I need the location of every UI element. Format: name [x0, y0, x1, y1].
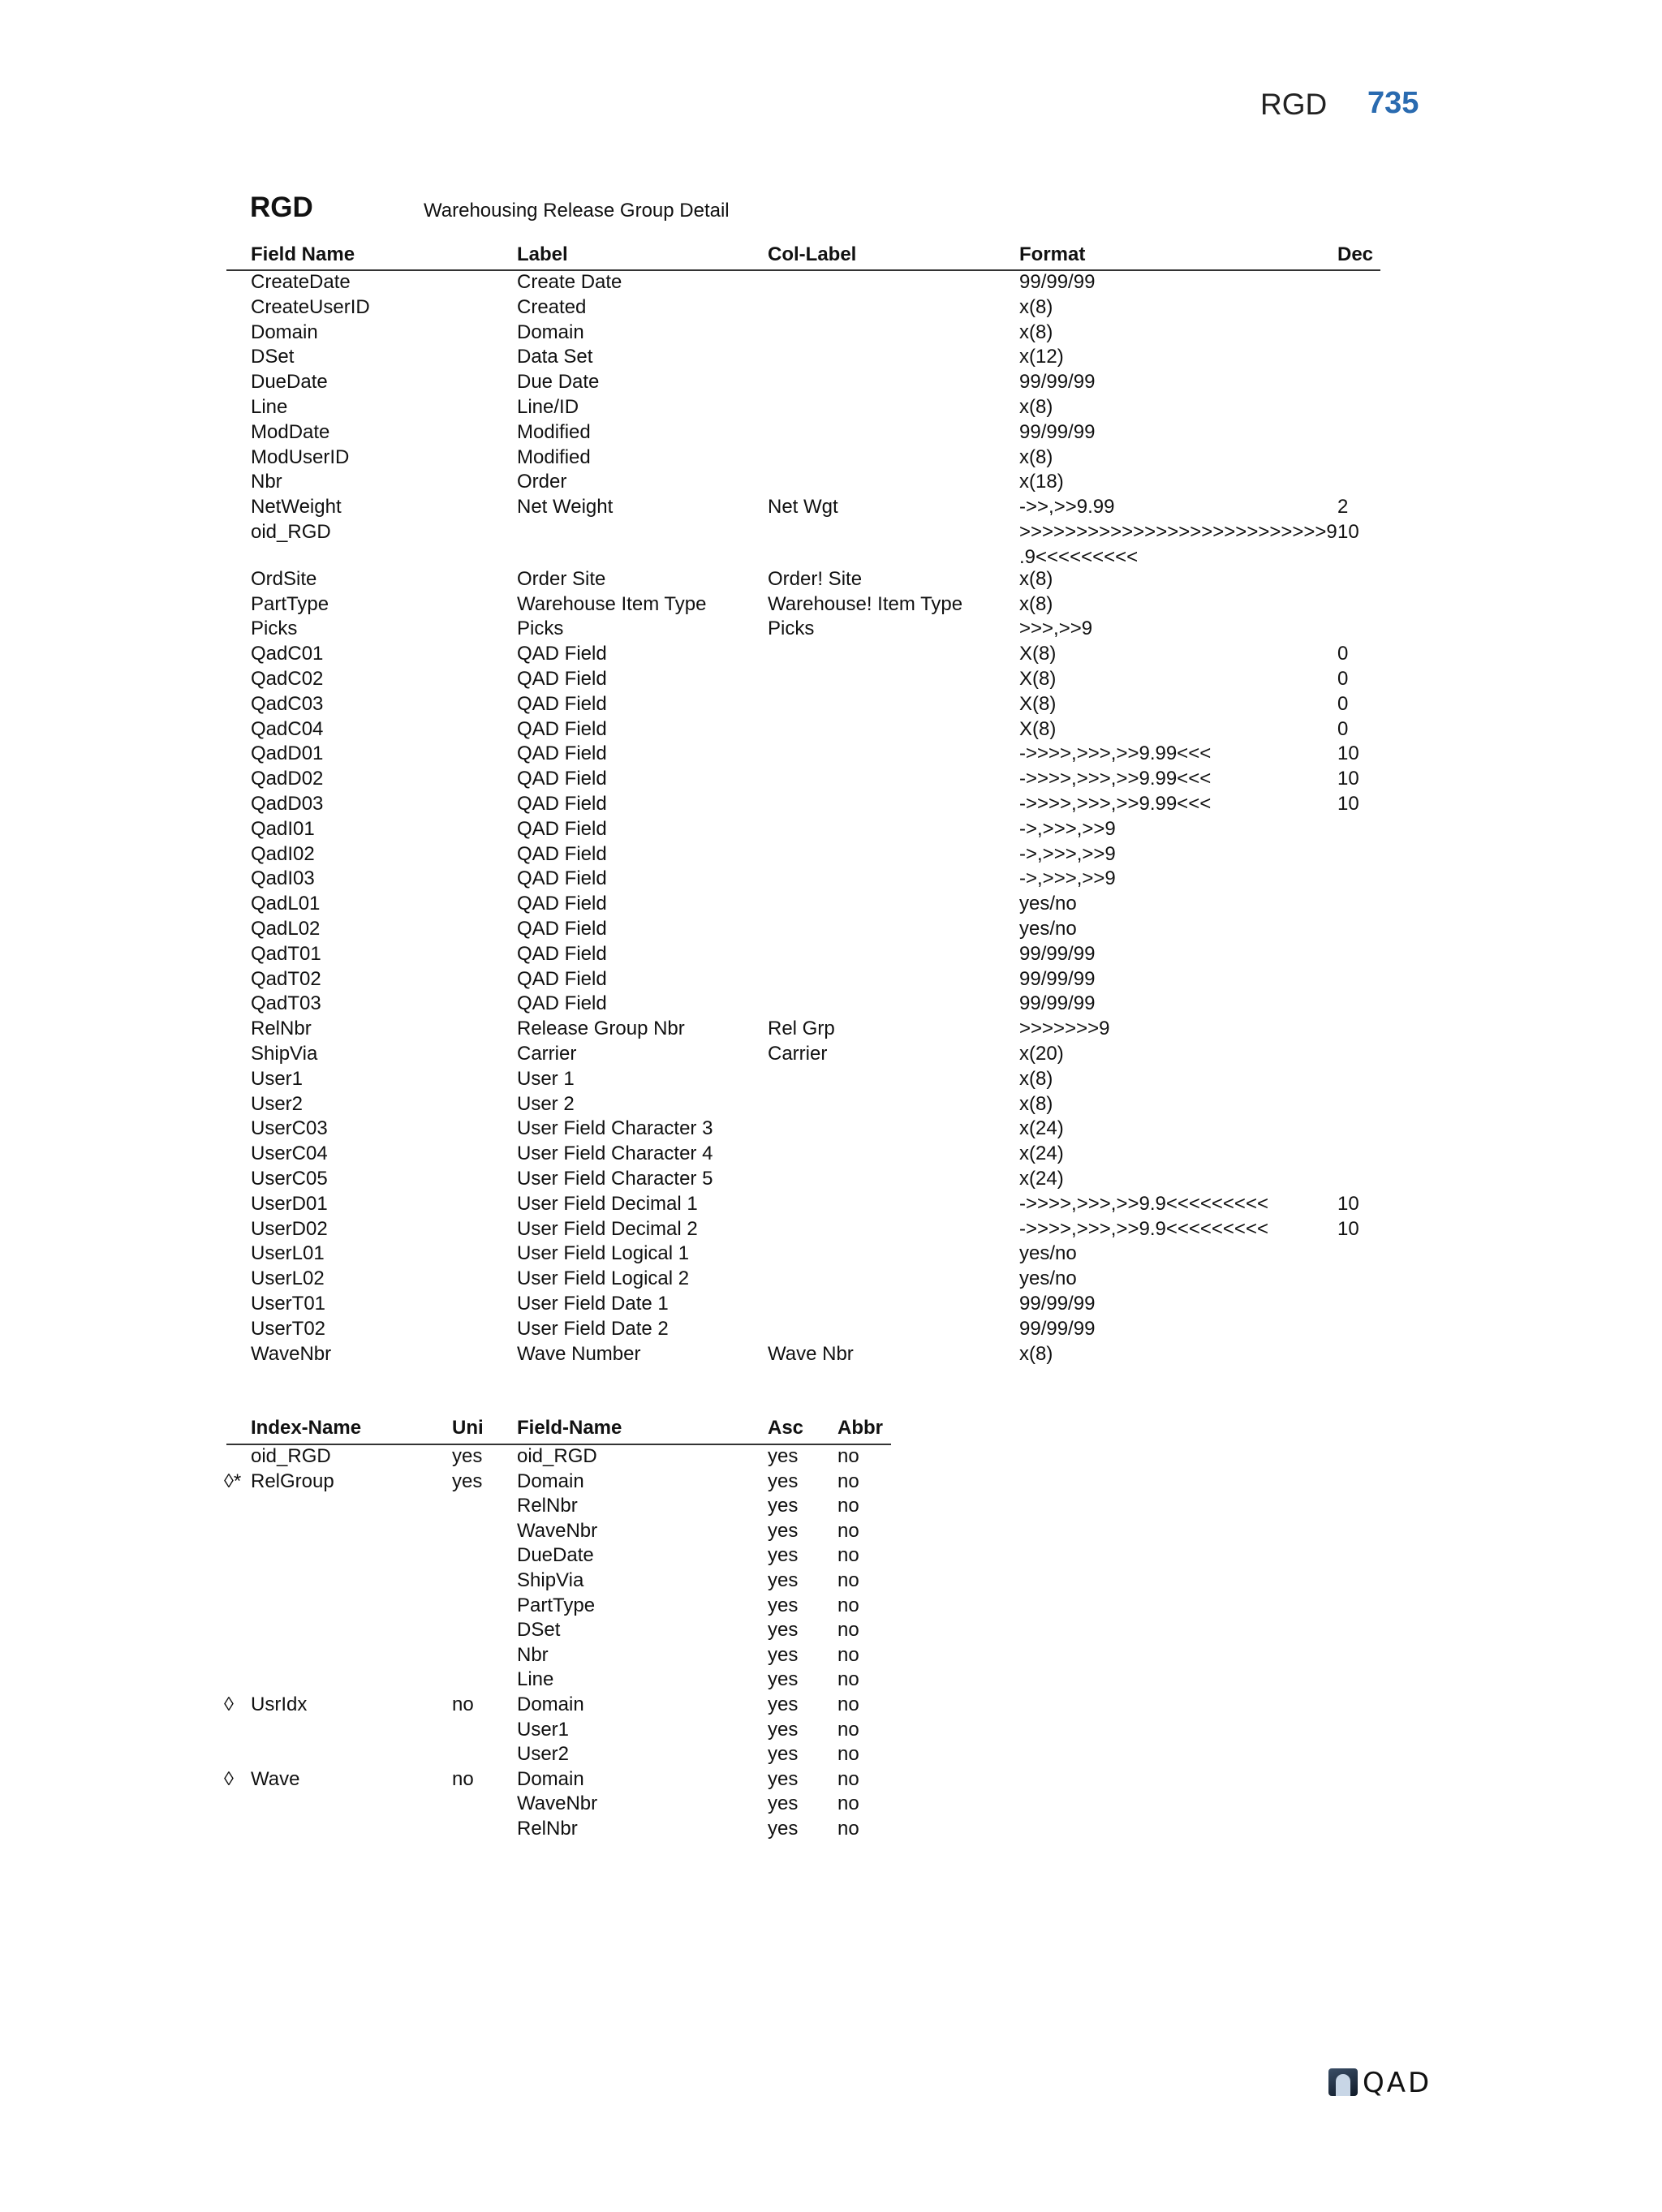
table-row: [0, 592, 1662, 617]
field-name-cell: QadI03: [251, 867, 315, 890]
format-cell: ->>>>,>>>,>>9.99<<<: [1019, 793, 1212, 815]
label-cell: Warehouse Item Type: [517, 592, 707, 615]
field-name-cell: User2: [251, 1092, 304, 1115]
field-name-cell: QadD03: [251, 793, 324, 815]
asc-cell: yes: [768, 1445, 799, 1467]
table-row: [0, 394, 1662, 420]
label-cell: QAD Field: [517, 967, 607, 990]
label-cell: Net Weight: [517, 496, 614, 519]
table-row: [0, 1469, 1662, 1494]
table-row: [0, 766, 1662, 791]
table-row: [0, 1191, 1662, 1216]
uni-cell: yes: [452, 1445, 483, 1467]
abbr-cell: no: [837, 1818, 859, 1840]
table-row: [0, 320, 1662, 345]
format-cell: x(8): [1019, 321, 1053, 343]
asc-cell: yes: [768, 1792, 799, 1815]
field-name-cell: ModUserID: [251, 445, 350, 468]
table-row: [0, 269, 1662, 295]
label-cell: User 2: [517, 1092, 575, 1115]
index-table-header: [0, 1415, 1662, 1440]
table-row: [0, 1216, 1662, 1242]
table-description: Warehousing Release Group Detail: [424, 200, 730, 222]
field-name-cell: DueDate: [251, 371, 328, 394]
index-name-cell: UsrIdx: [251, 1693, 308, 1715]
table-row: [0, 1741, 1662, 1767]
table-row: [0, 1341, 1662, 1366]
uni-cell: no: [452, 1767, 474, 1790]
table-row: [0, 1141, 1662, 1166]
field-name-cell: RelNbr: [251, 1018, 312, 1040]
format-cell: ->,>>>,>>9: [1019, 842, 1116, 865]
index-marker-icon: ◊: [224, 1767, 234, 1790]
field-name-cell: UserL01: [251, 1242, 325, 1265]
format-cell: 99/99/99: [1019, 1317, 1096, 1340]
format-cell: 99/99/99: [1019, 271, 1096, 293]
table-row: [0, 344, 1662, 369]
index-field-cell: WaveNbr: [517, 1792, 598, 1815]
format-cell: yes/no: [1019, 918, 1077, 940]
table-row: [0, 616, 1662, 641]
label-cell: User Field Date 2: [517, 1317, 669, 1340]
table-code: RGD: [250, 192, 313, 223]
field-name-cell: oid_RGD: [251, 521, 331, 543]
field-name-cell: QadD01: [251, 742, 324, 765]
format-cell: ->>>>,>>>,>>9.99<<<: [1019, 742, 1212, 765]
index-name-cell: oid_RGD: [251, 1445, 331, 1467]
label-cell: QAD Field: [517, 717, 607, 740]
asc-cell: yes: [768, 1693, 799, 1715]
format-cell: x(18): [1019, 471, 1064, 493]
abbr-cell: no: [837, 1743, 859, 1766]
label-cell: QAD Field: [517, 918, 607, 940]
table-row: [0, 1667, 1662, 1692]
field-name-cell: QadC02: [251, 668, 324, 690]
table-row: [0, 494, 1662, 519]
table-row: [0, 916, 1662, 941]
field-name-cell: WaveNbr: [251, 1342, 332, 1365]
asc-cell: yes: [768, 1569, 799, 1591]
asc-cell: yes: [768, 1743, 799, 1766]
label-cell: User Field Decimal 1: [517, 1192, 698, 1215]
column-header-format: Format: [1019, 243, 1086, 265]
table-row: [0, 1091, 1662, 1117]
table-row: [0, 641, 1662, 666]
label-cell: Wave Number: [517, 1342, 641, 1365]
index-field-cell: Domain: [517, 1693, 584, 1715]
column-header-dec: Dec: [1337, 243, 1374, 265]
field-name-cell: UserC05: [251, 1168, 328, 1190]
index-field-cell: Nbr: [517, 1643, 549, 1666]
field-name-cell: Line: [251, 396, 288, 418]
format-cell: x(8): [1019, 592, 1053, 615]
format-cell: ->,>>>,>>9: [1019, 867, 1116, 890]
label-cell: User Field Character 4: [517, 1143, 713, 1165]
format-cell: x(24): [1019, 1117, 1064, 1140]
label-cell: Carrier: [517, 1043, 577, 1065]
uni-cell: no: [452, 1693, 474, 1715]
abbr-cell: no: [837, 1619, 859, 1642]
field-name-cell: PartType: [251, 592, 329, 615]
index-field-cell: Line: [517, 1668, 554, 1691]
label-cell: User Field Character 3: [517, 1117, 713, 1140]
abbr-cell: no: [837, 1495, 859, 1517]
format-cell-continuation: .9<<<<<<<<<: [1019, 546, 1139, 568]
index-field-cell: ShipVia: [517, 1569, 584, 1591]
field-name-cell: UserD02: [251, 1217, 328, 1240]
format-cell: yes/no: [1019, 1242, 1077, 1265]
table-row: [0, 691, 1662, 717]
abbr-cell: no: [837, 1594, 859, 1616]
table-row: [0, 566, 1662, 592]
table-row: [0, 717, 1662, 742]
format-cell: x(8): [1019, 396, 1053, 418]
table-row: [0, 1816, 1662, 1841]
abbr-cell: no: [837, 1693, 859, 1715]
label-cell: Release Group Nbr: [517, 1018, 685, 1040]
field-name-cell: Picks: [251, 618, 298, 640]
table-row: [0, 1642, 1662, 1668]
format-cell: 99/99/99: [1019, 942, 1096, 965]
field-name-cell: ModDate: [251, 420, 330, 443]
dec-cell: 10: [1337, 1217, 1359, 1240]
field-name-cell: ShipVia: [251, 1043, 318, 1065]
field-name-cell: User1: [251, 1067, 304, 1090]
column-header-asc: Asc: [768, 1417, 804, 1439]
table-row: [0, 866, 1662, 891]
field-name-cell: QadT01: [251, 942, 321, 965]
format-cell: 99/99/99: [1019, 371, 1096, 394]
index-field-cell: Domain: [517, 1470, 584, 1492]
format-cell: x(8): [1019, 295, 1053, 318]
format-cell: ->>>>,>>>,>>9.9<<<<<<<<<: [1019, 1192, 1268, 1215]
field-name-cell: NetWeight: [251, 496, 342, 519]
table-row: [0, 295, 1662, 320]
col-label-cell: Rel Grp: [768, 1018, 835, 1040]
table-row: [0, 1241, 1662, 1266]
dec-cell: 0: [1337, 692, 1349, 715]
format-cell: yes/no: [1019, 893, 1077, 915]
index-marker-icon: ◊*: [224, 1470, 242, 1492]
asc-cell: yes: [768, 1495, 799, 1517]
format-cell: X(8): [1019, 668, 1057, 690]
qad-logo-icon: [1328, 2068, 1358, 2096]
abbr-cell: no: [837, 1569, 859, 1591]
label-cell: User 1: [517, 1067, 575, 1090]
col-label-cell: Carrier: [768, 1043, 828, 1065]
field-name-cell: QadL02: [251, 918, 321, 940]
format-cell: ->>,>>9.99: [1019, 496, 1115, 519]
asc-cell: yes: [768, 1594, 799, 1616]
format-cell: x(12): [1019, 346, 1064, 368]
label-cell: User Field Date 1: [517, 1293, 669, 1315]
table-row: [0, 519, 1662, 568]
format-cell: >>>>>>>9: [1019, 1018, 1110, 1040]
label-cell: QAD Field: [517, 643, 607, 665]
label-cell: User Field Character 5: [517, 1168, 713, 1190]
table-row: [0, 1166, 1662, 1191]
label-cell: QAD Field: [517, 942, 607, 965]
label-cell: Data Set: [517, 346, 593, 368]
label-cell: QAD Field: [517, 992, 607, 1015]
field-name-cell: UserT01: [251, 1293, 326, 1315]
index-field-cell: User1: [517, 1718, 570, 1741]
qad-logo-text: QAD: [1363, 2067, 1432, 2099]
column-header-label: Label: [517, 243, 568, 265]
table-row: [0, 1066, 1662, 1091]
dec-cell: 2: [1337, 496, 1349, 519]
table-row: [0, 741, 1662, 766]
abbr-cell: no: [837, 1718, 859, 1741]
field-name-cell: QadT02: [251, 967, 321, 990]
table-row: [0, 841, 1662, 867]
asc-cell: yes: [768, 1519, 799, 1542]
table-row: [0, 1518, 1662, 1543]
dec-cell: 10: [1337, 742, 1359, 765]
format-cell: 99/99/99: [1019, 1293, 1096, 1315]
index-field-cell: User2: [517, 1743, 570, 1766]
table-row: [0, 1041, 1662, 1066]
format-cell: x(24): [1019, 1143, 1064, 1165]
table-row: [0, 991, 1662, 1016]
dec-cell: 0: [1337, 668, 1349, 690]
column-header-index-name: Index-Name: [251, 1417, 362, 1439]
label-cell: QAD Field: [517, 668, 607, 690]
label-cell: QAD Field: [517, 692, 607, 715]
field-name-cell: QadC03: [251, 692, 324, 715]
field-name-cell: QadT03: [251, 992, 321, 1015]
table-row: [0, 369, 1662, 394]
format-cell: >>>>>>>>>>>>>>>>>>>>>>>>>>>9: [1019, 521, 1337, 543]
label-cell: QAD Field: [517, 742, 607, 765]
column-header-field-name: Field-Name: [517, 1417, 622, 1439]
format-cell: ->>>>,>>>,>>9.99<<<: [1019, 768, 1212, 790]
index-field-cell: PartType: [517, 1594, 596, 1616]
label-cell: Due Date: [517, 371, 600, 394]
format-cell: x(8): [1019, 1342, 1053, 1365]
label-cell: QAD Field: [517, 842, 607, 865]
label-cell: Modified: [517, 420, 591, 443]
table-row: [0, 1593, 1662, 1618]
abbr-cell: no: [837, 1643, 859, 1666]
abbr-cell: no: [837, 1792, 859, 1815]
column-header-field-name: Field Name: [251, 243, 355, 265]
asc-cell: yes: [768, 1470, 799, 1492]
page-number: 735: [1367, 86, 1419, 120]
uni-cell: yes: [452, 1470, 483, 1492]
format-cell: x(20): [1019, 1043, 1064, 1065]
dec-cell: 10: [1337, 768, 1359, 790]
format-cell: x(24): [1019, 1168, 1064, 1190]
field-name-cell: UserD01: [251, 1192, 328, 1215]
table-row: [0, 1016, 1662, 1041]
table-row: [0, 966, 1662, 992]
field-name-cell: UserC03: [251, 1117, 328, 1140]
index-name-cell: Wave: [251, 1767, 300, 1790]
table-row: [0, 1717, 1662, 1742]
table-row: [0, 666, 1662, 691]
table-row: [0, 1291, 1662, 1316]
format-cell: x(8): [1019, 1067, 1053, 1090]
field-name-cell: UserT02: [251, 1317, 326, 1340]
index-field-cell: RelNbr: [517, 1818, 578, 1840]
label-cell: Domain: [517, 321, 584, 343]
field-name-cell: QadC04: [251, 717, 324, 740]
asc-cell: yes: [768, 1619, 799, 1642]
label-cell: Order: [517, 471, 567, 493]
format-cell: yes/no: [1019, 1267, 1077, 1290]
col-label-cell: Wave Nbr: [768, 1342, 854, 1365]
label-cell: User Field Logical 2: [517, 1267, 690, 1290]
format-cell: x(8): [1019, 445, 1053, 468]
field-name-cell: QadC01: [251, 643, 324, 665]
abbr-cell: no: [837, 1519, 859, 1542]
table-row: [0, 420, 1662, 445]
table-row: [0, 469, 1662, 494]
table-row: [0, 1692, 1662, 1717]
abbr-cell: no: [837, 1445, 859, 1467]
asc-cell: yes: [768, 1544, 799, 1567]
label-cell: QAD Field: [517, 793, 607, 815]
table-row: [0, 941, 1662, 966]
asc-cell: yes: [768, 1818, 799, 1840]
label-cell: User Field Logical 1: [517, 1242, 690, 1265]
dec-cell: 10: [1337, 521, 1359, 543]
field-name-cell: CreateDate: [251, 271, 351, 293]
index-field-cell: WaveNbr: [517, 1519, 598, 1542]
table-row: [0, 1791, 1662, 1816]
label-cell: Order Site: [517, 567, 606, 590]
table-row: [0, 445, 1662, 470]
field-name-cell: UserL02: [251, 1267, 325, 1290]
table-row: [0, 891, 1662, 916]
abbr-cell: no: [837, 1668, 859, 1691]
format-cell: ->>>>,>>>,>>9.9<<<<<<<<<: [1019, 1217, 1268, 1240]
label-cell: User Field Decimal 2: [517, 1217, 698, 1240]
format-cell: X(8): [1019, 643, 1057, 665]
index-field-cell: DueDate: [517, 1544, 594, 1567]
table-row: [0, 1493, 1662, 1518]
index-marker-icon: ◊: [224, 1693, 234, 1715]
column-header-abbr: Abbr: [837, 1417, 883, 1439]
asc-cell: yes: [768, 1718, 799, 1741]
table-row: [0, 1316, 1662, 1341]
column-header-col-label: Col-Label: [768, 243, 857, 265]
table-row: [0, 1568, 1662, 1593]
abbr-cell: no: [837, 1767, 859, 1790]
field-name-cell: Nbr: [251, 471, 282, 493]
table-row: [0, 1444, 1662, 1469]
format-cell: ->,>>>,>>9: [1019, 817, 1116, 840]
table-row: [0, 1617, 1662, 1642]
format-cell: x(8): [1019, 1092, 1053, 1115]
field-name-cell: QadL01: [251, 893, 321, 915]
format-cell: X(8): [1019, 692, 1057, 715]
table-row: [0, 1266, 1662, 1291]
header-table-code: RGD: [1260, 88, 1328, 121]
format-cell: 99/99/99: [1019, 420, 1096, 443]
label-cell: Modified: [517, 445, 591, 468]
dec-cell: 10: [1337, 793, 1359, 815]
format-cell: x(8): [1019, 567, 1053, 590]
field-name-cell: QadI01: [251, 817, 315, 840]
label-cell: QAD Field: [517, 893, 607, 915]
dec-cell: 0: [1337, 717, 1349, 740]
qad-logo: [1328, 2068, 1446, 2098]
field-name-cell: UserC04: [251, 1143, 328, 1165]
label-cell: QAD Field: [517, 867, 607, 890]
index-field-cell: oid_RGD: [517, 1445, 597, 1467]
field-table-header: [0, 242, 1662, 267]
field-name-cell: QadD02: [251, 768, 324, 790]
label-cell: Picks: [517, 618, 564, 640]
table-row: [0, 816, 1662, 841]
index-field-cell: RelNbr: [517, 1495, 578, 1517]
asc-cell: yes: [768, 1643, 799, 1666]
table-row: [0, 1116, 1662, 1141]
label-cell: Created: [517, 295, 587, 318]
format-cell: 99/99/99: [1019, 967, 1096, 990]
col-label-cell: Net Wgt: [768, 496, 838, 519]
dec-cell: 0: [1337, 643, 1349, 665]
format-cell: 99/99/99: [1019, 992, 1096, 1015]
column-header-uni: Uni: [452, 1417, 484, 1439]
index-name-cell: RelGroup: [251, 1470, 334, 1492]
label-cell: Line/ID: [517, 396, 579, 418]
abbr-cell: no: [837, 1544, 859, 1567]
field-name-cell: QadI02: [251, 842, 315, 865]
dec-cell: 10: [1337, 1192, 1359, 1215]
asc-cell: yes: [768, 1767, 799, 1790]
index-field-cell: DSet: [517, 1619, 561, 1642]
field-name-cell: CreateUserID: [251, 295, 370, 318]
label-cell: QAD Field: [517, 817, 607, 840]
format-cell: X(8): [1019, 717, 1057, 740]
label-cell: Create Date: [517, 271, 622, 293]
col-label-cell: Order! Site: [768, 567, 863, 590]
abbr-cell: no: [837, 1470, 859, 1492]
table-row: [0, 1543, 1662, 1568]
table-row: [0, 791, 1662, 816]
field-name-cell: OrdSite: [251, 567, 317, 590]
label-cell: QAD Field: [517, 768, 607, 790]
index-field-cell: Domain: [517, 1767, 584, 1790]
asc-cell: yes: [768, 1668, 799, 1691]
table-row: [0, 1767, 1662, 1792]
field-name-cell: DSet: [251, 346, 295, 368]
field-name-cell: Domain: [251, 321, 318, 343]
col-label-cell: Picks: [768, 618, 815, 640]
col-label-cell: Warehouse! Item Type: [768, 592, 963, 615]
format-cell: >>>,>>9: [1019, 618, 1093, 640]
